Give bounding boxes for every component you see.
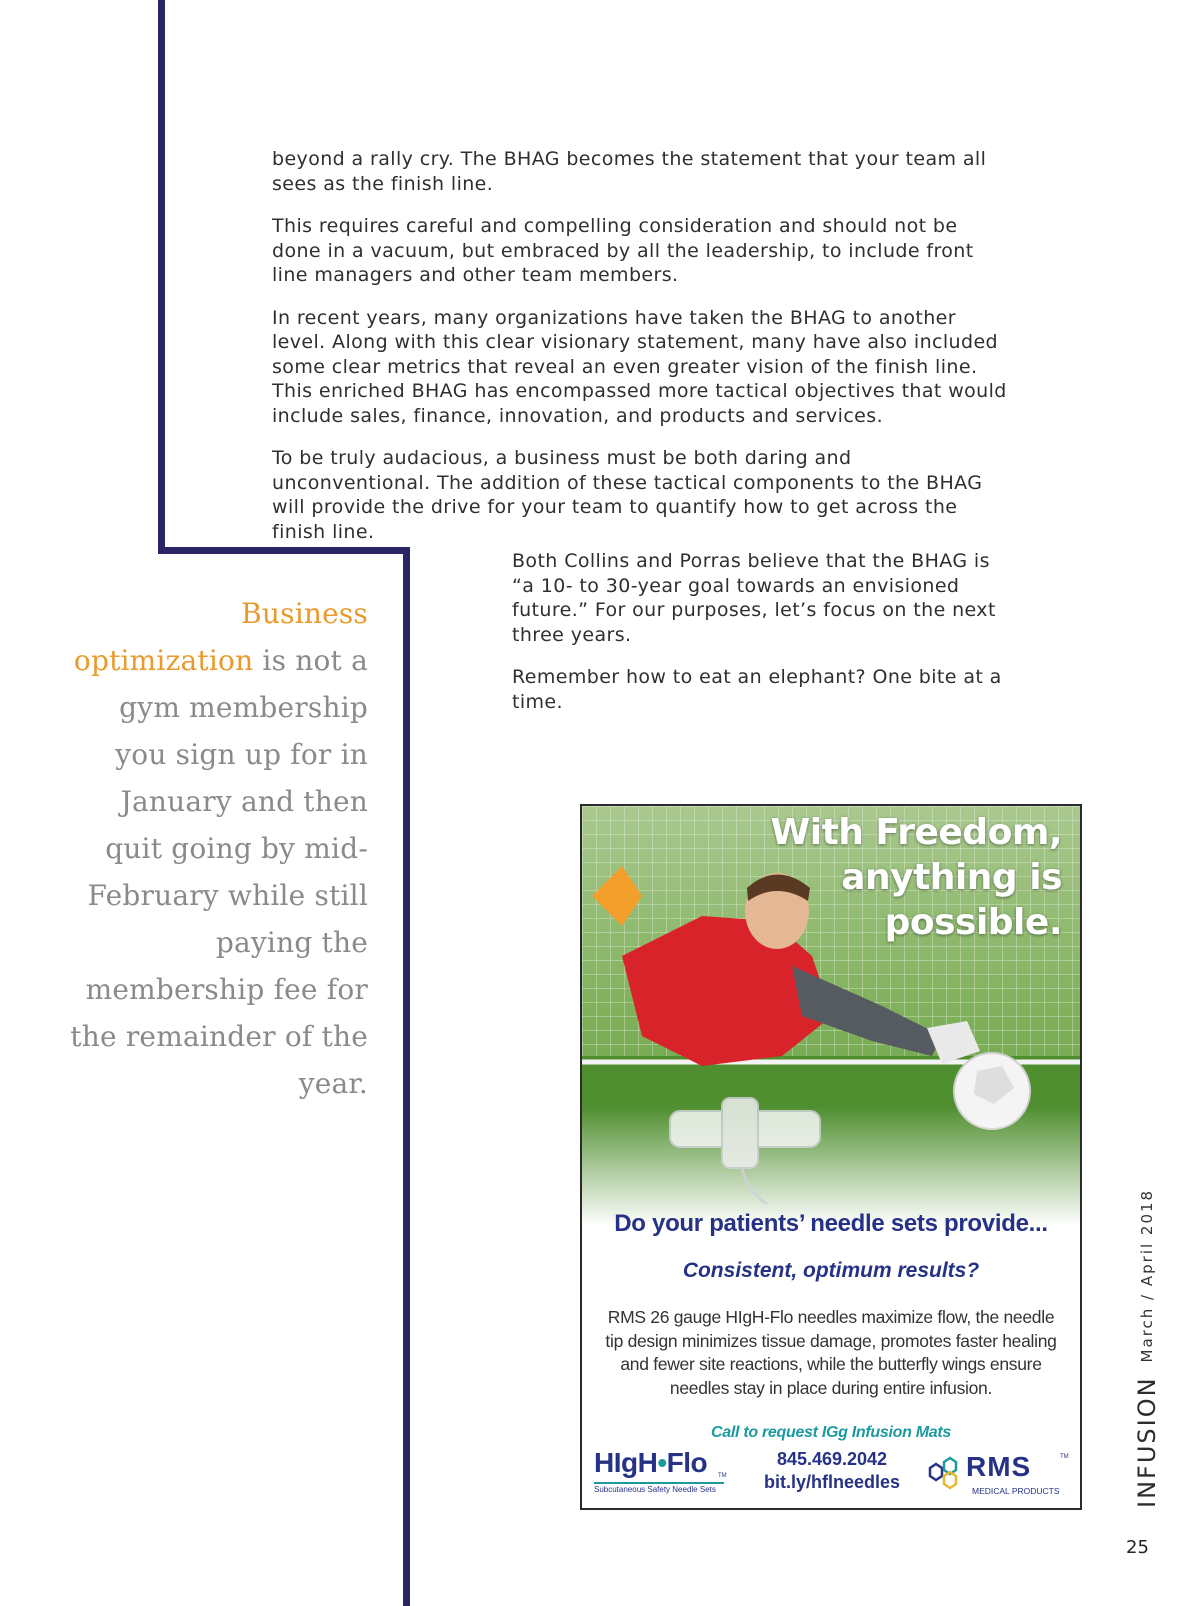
- pull-quote-highlight: Business optimization: [73, 597, 368, 677]
- issue-date: March / April 2018: [1138, 1188, 1156, 1363]
- higflo-word-a: HIgH: [594, 1447, 658, 1478]
- paragraph: Remember how to eat an elephant? One bite at a time.: [512, 666, 1002, 713]
- higflo-word-b: Flo: [666, 1447, 708, 1478]
- magazine-info: [1127, 1178, 1167, 1508]
- ad-url-link[interactable]: bit.ly/hflneedles: [763, 1472, 901, 1492]
- ad-phone-number[interactable]: 845.469.2042: [776, 1449, 888, 1469]
- rule-bottom-vertical: [403, 547, 410, 1606]
- higflo-tagline: Subcutaneous Safety Needle Sets: [594, 1485, 716, 1494]
- ad-call-to-action: Call to request IGg Infusion Mats: [711, 1424, 951, 1441]
- pull-quote: [68, 590, 368, 1107]
- higflo-logo: [594, 1447, 734, 1499]
- rms-trademark: TM: [1060, 1454, 1069, 1460]
- paragraph: beyond a rally cry. The BHAG becomes the statement that your team all sees as the finish line.: [272, 148, 987, 195]
- ad-headline: With Freedom, anything is possible.: [770, 812, 1062, 943]
- paragraph: Both Collins and Porras believe that the BHAG is “a 10- to 30-year goal towards an envisioned future.” For our purposes, let’s focus on the next three years.: [512, 550, 996, 646]
- paragraph: In recent years, many organizations have taken the BHAG to another level. Along with this clear visionary statement, many have also included some clear metrics that reveal an even greater vision of the finish line. This enriched BHAG has encompassed more tactical objectives that would include sales, finance, innovation, and products and services.: [272, 306, 1007, 427]
- magazine-name: INFUSION: [1133, 1376, 1161, 1508]
- rms-wordmark: RMS: [966, 1451, 1032, 1482]
- higflo-trademark: TM: [718, 1473, 727, 1479]
- paragraph: This requires careful and compelling consideration and should not be done in a vacuum, but embraced by all the leadership, to include front line managers and other team members.: [272, 215, 974, 286]
- ad-body-text: RMS 26 gauge HIgH-Flo needles maximize flow, the needle tip design minimizes tissue damage, promotes faster healing and fewer site reactions, while the butterfly wings ensure needles stay in place during entire infusion.: [605, 1307, 1057, 1398]
- rms-logo: [922, 1451, 1072, 1500]
- page-number: 25: [1126, 1537, 1149, 1558]
- ad-subquestion: Consistent, optimum results?: [682, 1259, 980, 1282]
- article-body-right: [512, 549, 1012, 732]
- higflo-underline: [594, 1482, 724, 1484]
- article-body-top: [272, 147, 1012, 562]
- hexagon-icon: [922, 1456, 964, 1494]
- rule-top-vertical: [158, 0, 165, 554]
- ad-contact: [737, 1448, 927, 1494]
- higflo-wordmark: [594, 1447, 707, 1479]
- advertisement[interactable]: [580, 804, 1082, 1510]
- paragraph: To be truly audacious, a business must be both daring and unconventional. The addition of these tactical components to the BHAG will provide the drive for your team to quantify how to get across the finish line.: [272, 447, 983, 543]
- higflo-dot: •: [657, 1447, 667, 1478]
- pull-quote-text: is not a gym membership you sign up for in January and then quit going by mid-February while still paying the membership fee for the remainder of the year.: [70, 644, 368, 1100]
- rms-subtitle: MEDICAL PRODUCTS: [972, 1486, 1060, 1496]
- ad-question: Do your patients’ needle sets provide...: [614, 1210, 1048, 1237]
